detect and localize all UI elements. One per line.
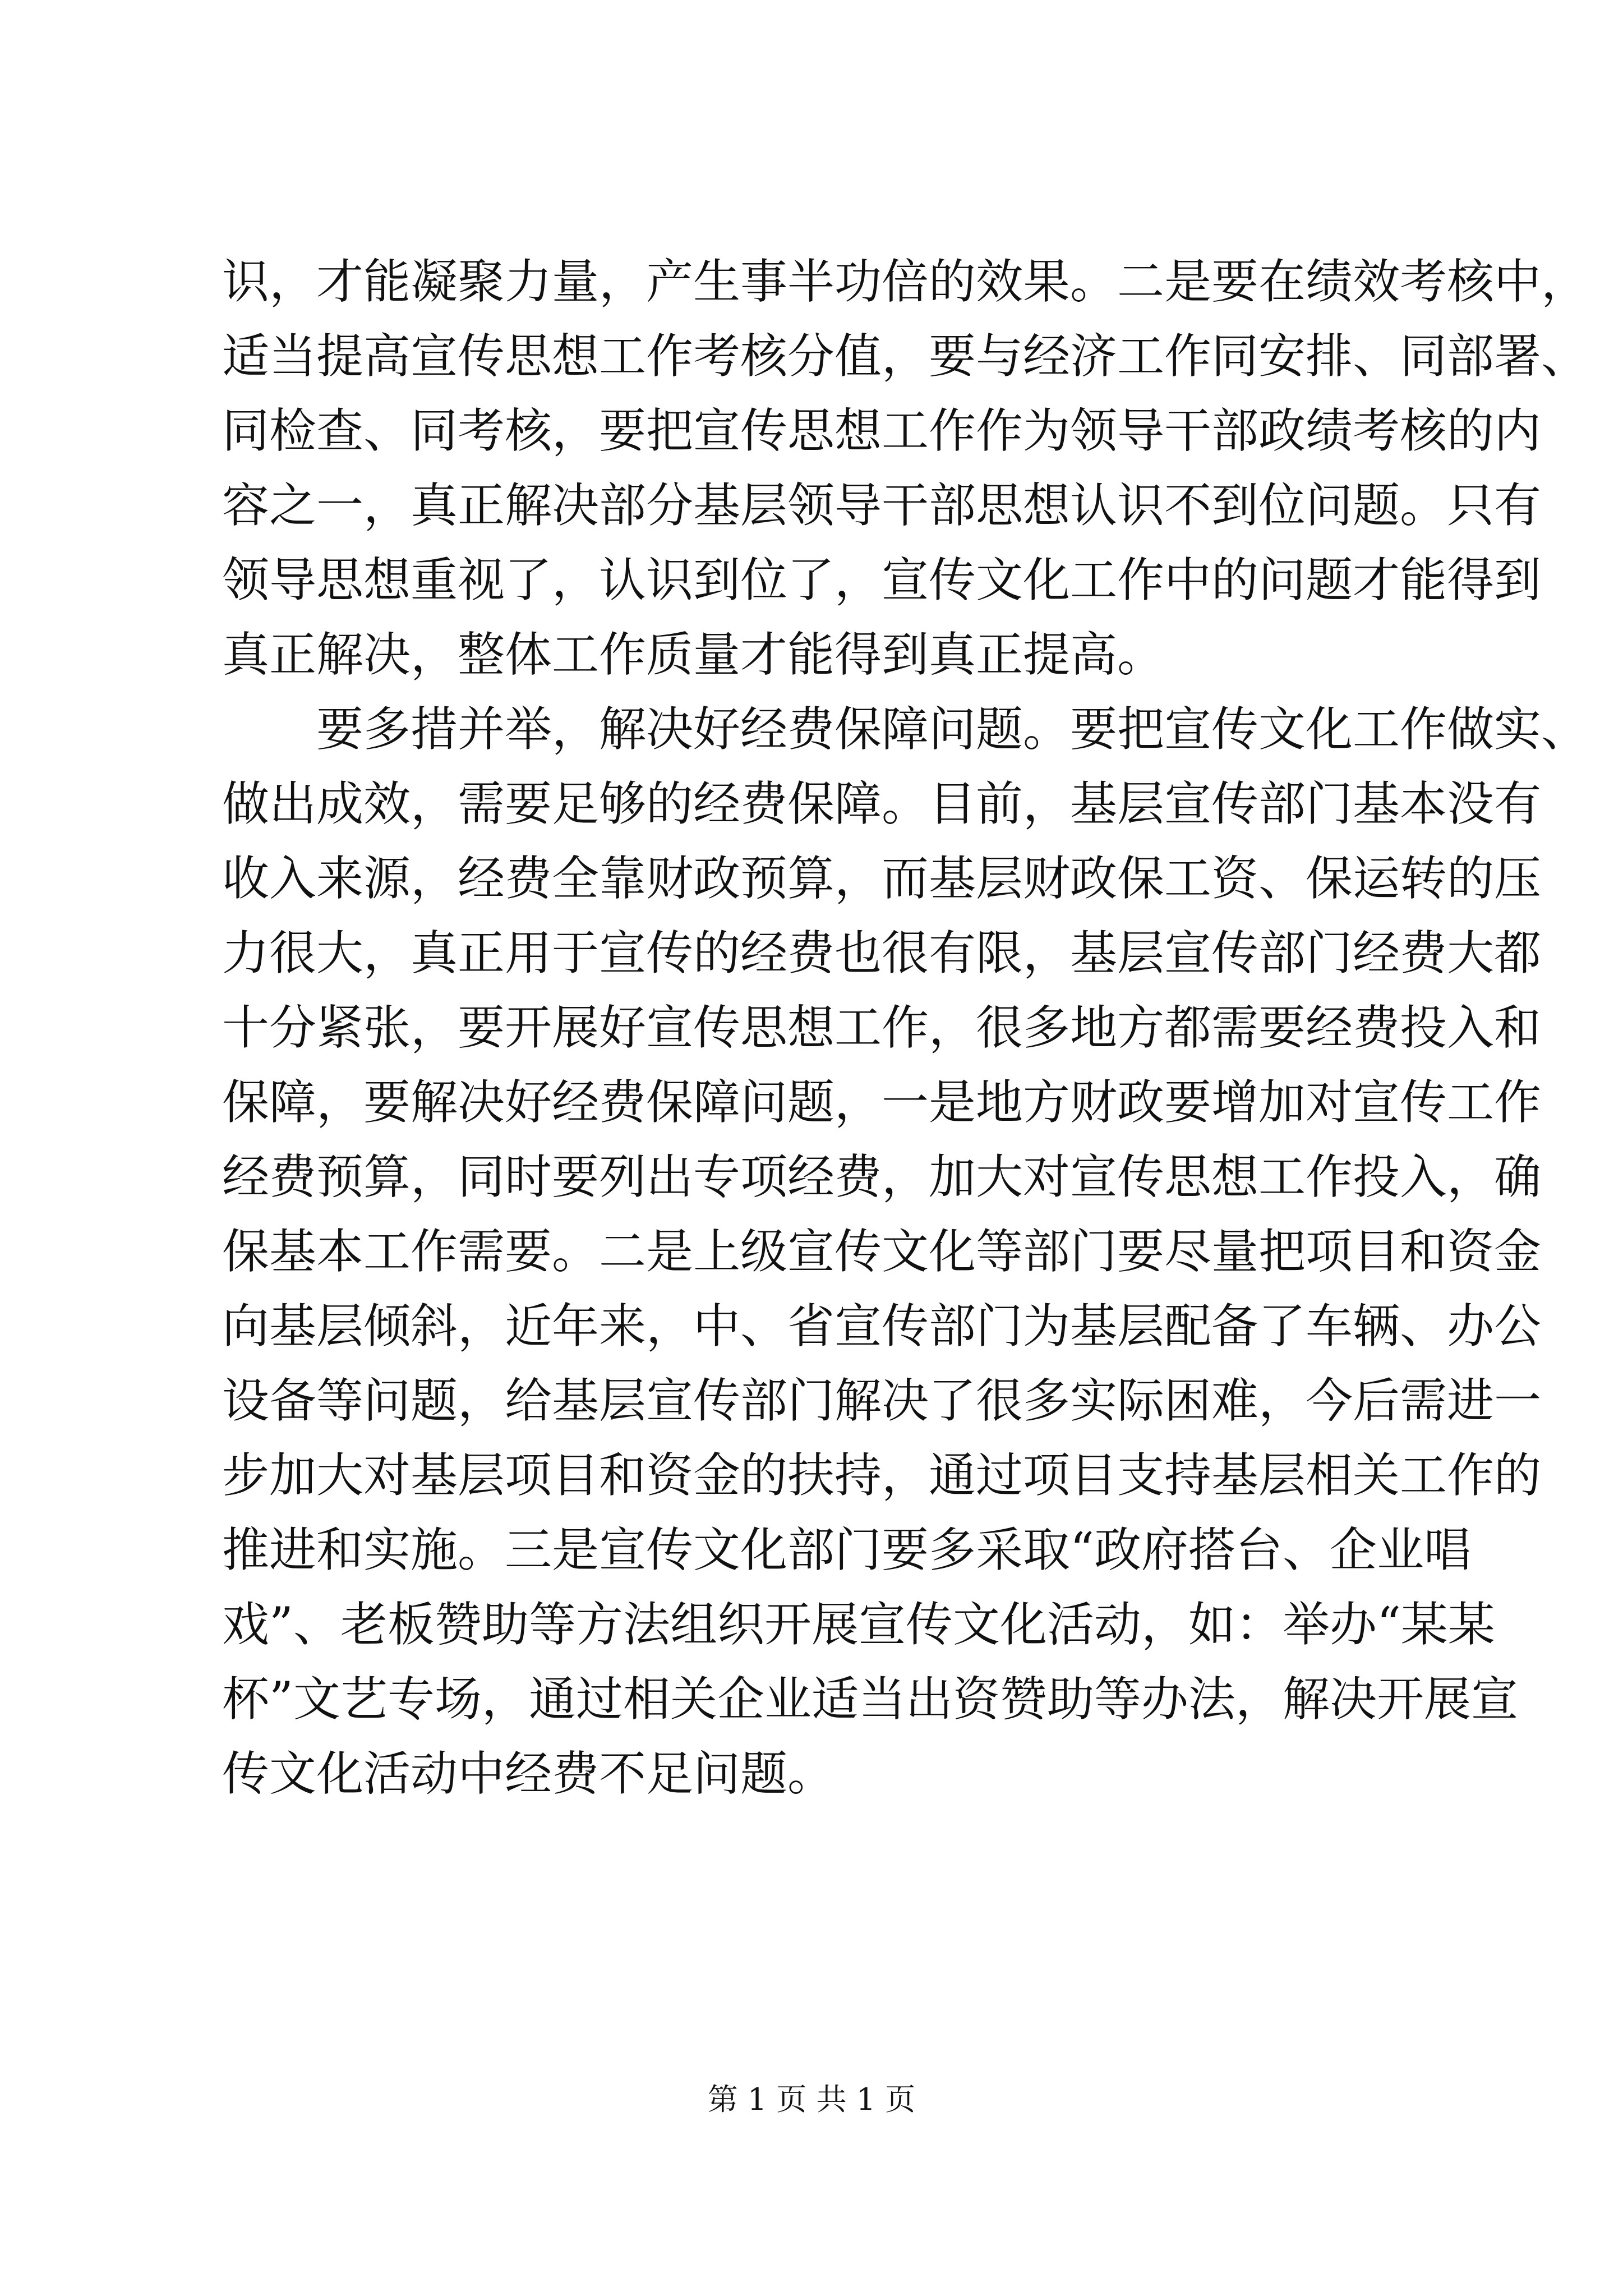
paragraph-line: 戏”、老板赞助等方法组织开展宣传文化活动，如：举办“某某	[222, 1597, 1495, 1652]
paragraph-line: 收入来源，经费全靠财政预算，而基层财政保工资、保运转的压	[222, 851, 1542, 906]
paragraph-line: 识，才能凝聚力量，产生事半功倍的效果。二是要在绩效考核中，	[222, 254, 1589, 309]
paragraph-line: 领导思想重视了，认识到位了，宣传文化工作中的问题才能得到	[222, 553, 1542, 608]
paragraph-line: 向基层倾斜，近年来，中、省宣传部门为基层配备了车辆、办公	[222, 1299, 1542, 1354]
paragraph-line: 保障，要解决好经费保障问题，一是地方财政要增加对宣传工作	[222, 1075, 1542, 1130]
page-footer: 第 1 页 共 1 页	[707, 2082, 916, 2117]
paragraph-line: 保基本工作需要。二是上级宣传文化等部门要尽量把项目和资金	[222, 1224, 1542, 1279]
paragraph-line: 做出成效，需要足够的经费保障。目前，基层宣传部门基本没有	[222, 776, 1542, 831]
paragraph-line: 力很大，真正用于宣传的经费也很有限，基层宣传部门经费大都	[222, 926, 1542, 981]
paragraph-line: 经费预算，同时要列出专项经费，加大对宣传思想工作投入，确	[222, 1149, 1542, 1204]
paragraph-line: 要多措并举，解决好经费保障问题。要把宣传文化工作做实、	[316, 702, 1589, 757]
paragraph-line: 步加大对基层项目和资金的扶持，通过项目支持基层相关工作的	[222, 1448, 1542, 1503]
paragraph-line: 真正解决，整体工作质量才能得到真正提高。	[222, 627, 1165, 682]
paragraph-line: 传文化活动中经费不足问题。	[222, 1746, 835, 1801]
paragraph-line: 容之一，真正解决部分基层领导干部思想认识不到位问题。只有	[222, 478, 1542, 533]
paragraph-line: 十分紧张，要开展好宣传思想工作，很多地方都需要经费投入和	[222, 1000, 1542, 1055]
paragraph-line: 杯”文艺专场，通过相关企业适当出资赞助等办法，解决开展宣	[222, 1672, 1518, 1727]
paragraph-line: 同检查、同考核，要把宣传思想工作作为领导干部政绩考核的内	[222, 403, 1542, 458]
paragraph-line: 推进和实施。三是宣传文化部门要多采取“政府搭台、企业唱	[222, 1522, 1471, 1577]
paragraph-line: 适当提高宣传思想工作考核分值，要与经济工作同安排、同部署、	[222, 329, 1589, 384]
paragraph-line: 设备等问题，给基层宣传部门解决了很多实际困难，今后需进一	[222, 1373, 1542, 1428]
